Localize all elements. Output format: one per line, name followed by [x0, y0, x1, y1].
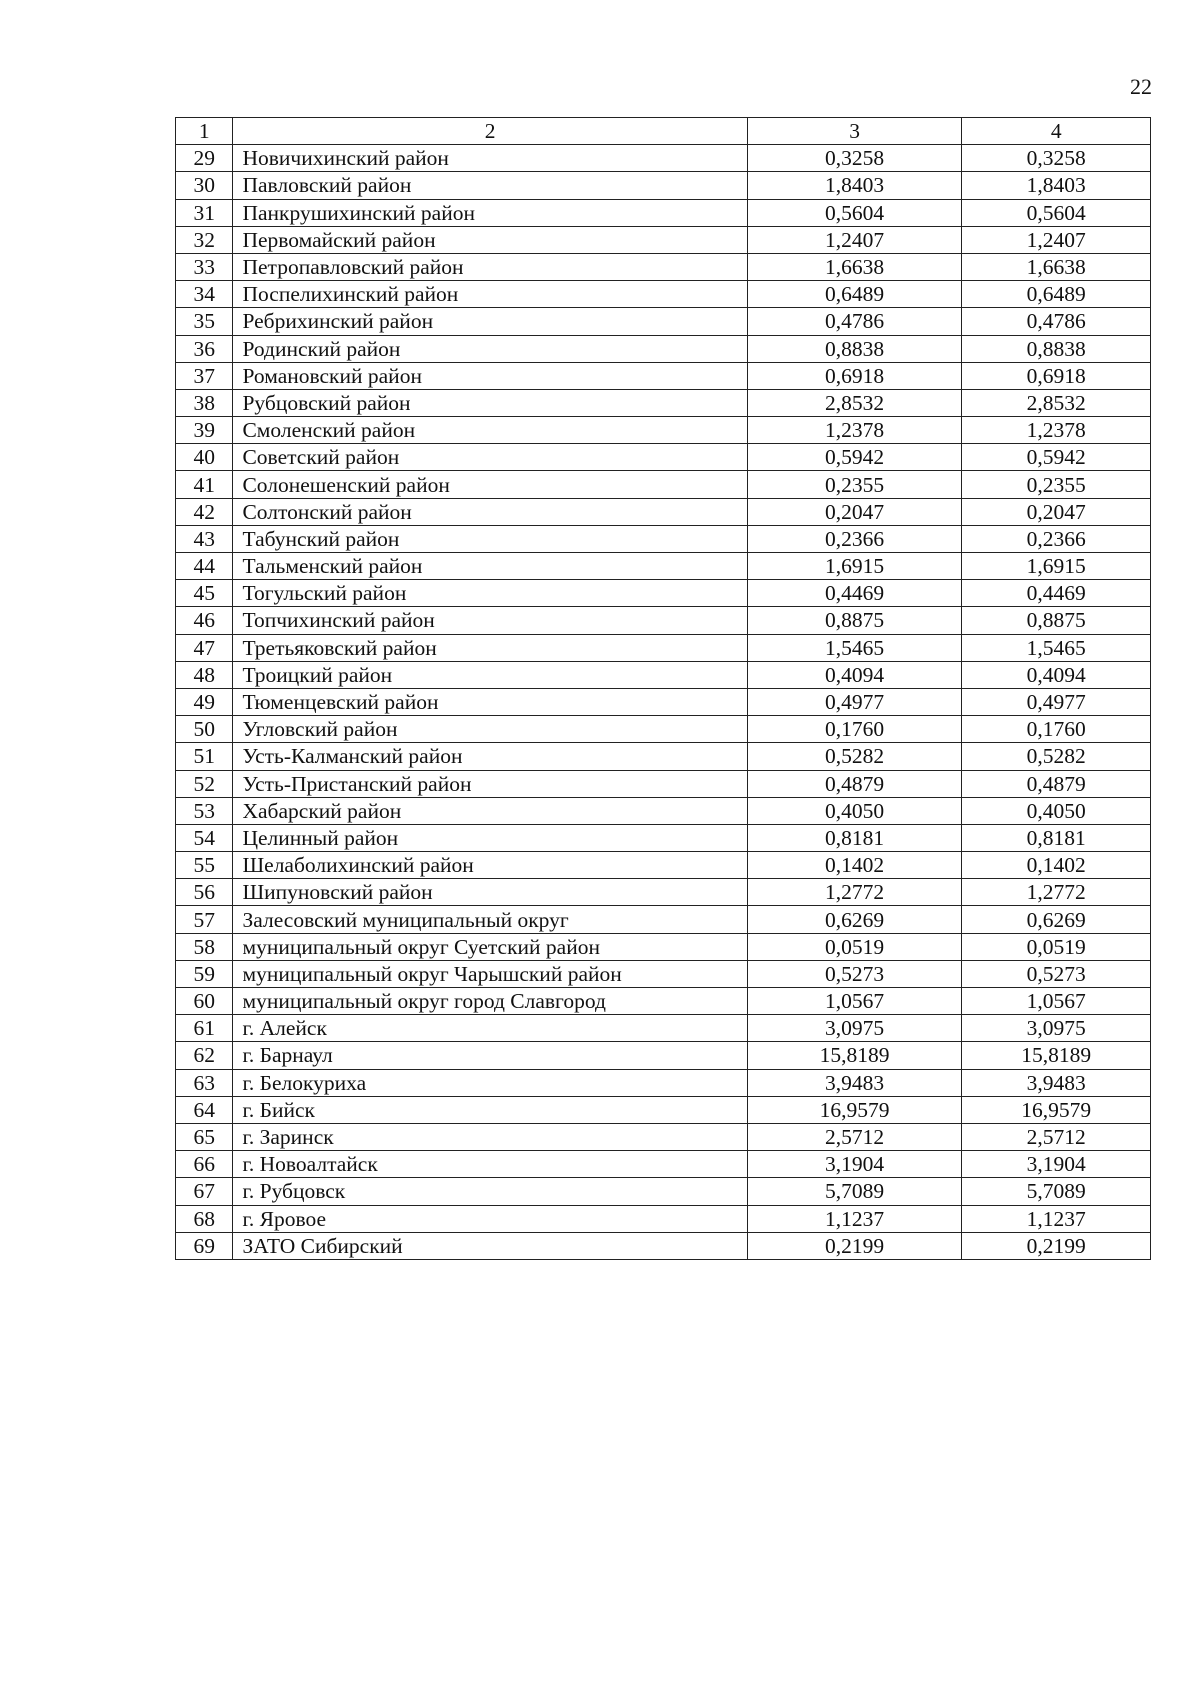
header-row	[176, 118, 1151, 145]
row-number: 68	[176, 1205, 233, 1232]
value-col-4: 1,6915	[962, 553, 1151, 580]
district-name: Солонешенский район	[233, 471, 747, 498]
value-col-3: 0,6918	[747, 362, 962, 389]
table-row	[176, 1232, 1151, 1259]
district-name: Залесовский муниципальный округ	[233, 906, 747, 933]
table-row	[176, 553, 1151, 580]
district-name: Новичихинский район	[233, 145, 747, 172]
value-col-4: 0,4879	[962, 770, 1151, 797]
district-name: Тальменский район	[233, 553, 747, 580]
value-col-4: 0,2366	[962, 525, 1151, 552]
table-row	[176, 417, 1151, 444]
district-name: Смоленский район	[233, 417, 747, 444]
value-col-4: 0,5273	[962, 960, 1151, 987]
value-col-4: 0,4977	[962, 688, 1151, 715]
header-cell-4: 4	[962, 118, 1151, 145]
value-col-4: 0,5942	[962, 444, 1151, 471]
table-row	[176, 960, 1151, 987]
district-name: г. Белокуриха	[233, 1069, 747, 1096]
district-name: Шелаболихинский район	[233, 852, 747, 879]
row-number: 61	[176, 1015, 233, 1042]
row-number: 30	[176, 172, 233, 199]
row-number: 69	[176, 1232, 233, 1259]
district-name: Петропавловский район	[233, 253, 747, 280]
table-row	[176, 308, 1151, 335]
row-number: 37	[176, 362, 233, 389]
row-number: 29	[176, 145, 233, 172]
value-col-3: 1,2772	[747, 879, 962, 906]
row-number: 59	[176, 960, 233, 987]
table-row	[176, 498, 1151, 525]
value-col-4: 1,6638	[962, 253, 1151, 280]
row-number: 62	[176, 1042, 233, 1069]
row-number: 39	[176, 417, 233, 444]
table-row	[176, 335, 1151, 362]
table-row	[176, 281, 1151, 308]
district-name: Панкрушихинский район	[233, 199, 747, 226]
row-number: 38	[176, 389, 233, 416]
value-col-4: 0,4786	[962, 308, 1151, 335]
table-row	[176, 1015, 1151, 1042]
row-number: 42	[176, 498, 233, 525]
row-number: 36	[176, 335, 233, 362]
table-row	[176, 797, 1151, 824]
row-number: 34	[176, 281, 233, 308]
value-col-3: 0,5273	[747, 960, 962, 987]
value-col-4: 0,6269	[962, 906, 1151, 933]
value-col-3: 0,5282	[747, 743, 962, 770]
value-col-4: 1,0567	[962, 988, 1151, 1015]
value-col-3: 0,4879	[747, 770, 962, 797]
value-col-3: 0,1402	[747, 852, 962, 879]
district-name: г. Рубцовск	[233, 1178, 747, 1205]
district-name: г. Барнаул	[233, 1042, 747, 1069]
district-name: Советский район	[233, 444, 747, 471]
district-name: Романовский район	[233, 362, 747, 389]
value-col-4: 5,7089	[962, 1178, 1151, 1205]
value-col-4: 0,2355	[962, 471, 1151, 498]
table-row	[176, 471, 1151, 498]
row-number: 55	[176, 852, 233, 879]
value-col-3: 1,6638	[747, 253, 962, 280]
value-col-3: 0,2199	[747, 1232, 962, 1259]
value-col-4: 0,0519	[962, 933, 1151, 960]
table-row	[176, 852, 1151, 879]
district-name: ЗАТО Сибирский	[233, 1232, 747, 1259]
data-table	[175, 117, 1151, 1260]
value-col-3: 2,5712	[747, 1123, 962, 1150]
table-row	[176, 988, 1151, 1015]
value-col-3: 0,5604	[747, 199, 962, 226]
district-name: муниципальный округ город Славгород	[233, 988, 747, 1015]
table-row	[176, 1096, 1151, 1123]
table-row	[176, 1042, 1151, 1069]
value-col-3: 1,6915	[747, 553, 962, 580]
value-col-4: 3,9483	[962, 1069, 1151, 1096]
district-name: г. Бийск	[233, 1096, 747, 1123]
value-col-4: 0,5604	[962, 199, 1151, 226]
table-row	[176, 688, 1151, 715]
value-col-4: 0,3258	[962, 145, 1151, 172]
district-name: г. Новоалтайск	[233, 1151, 747, 1178]
district-name: г. Алейск	[233, 1015, 747, 1042]
table-row	[176, 1069, 1151, 1096]
table-row	[176, 743, 1151, 770]
row-number: 64	[176, 1096, 233, 1123]
value-col-4: 0,8875	[962, 607, 1151, 634]
district-name: г. Заринск	[233, 1123, 747, 1150]
table-row	[176, 1123, 1151, 1150]
value-col-4: 0,2199	[962, 1232, 1151, 1259]
value-col-3: 1,2378	[747, 417, 962, 444]
value-col-4: 0,1760	[962, 716, 1151, 743]
row-number: 53	[176, 797, 233, 824]
table-row	[176, 1178, 1151, 1205]
row-number: 48	[176, 661, 233, 688]
value-col-3: 16,9579	[747, 1096, 962, 1123]
row-number: 65	[176, 1123, 233, 1150]
value-col-4: 0,4094	[962, 661, 1151, 688]
value-col-3: 0,6489	[747, 281, 962, 308]
value-col-3: 0,2047	[747, 498, 962, 525]
row-number: 43	[176, 525, 233, 552]
value-col-4: 0,6489	[962, 281, 1151, 308]
district-name: Хабарский район	[233, 797, 747, 824]
table-row	[176, 172, 1151, 199]
district-name: Родинский район	[233, 335, 747, 362]
row-number: 33	[176, 253, 233, 280]
value-col-3: 1,8403	[747, 172, 962, 199]
value-col-4: 0,8181	[962, 824, 1151, 851]
value-col-3: 0,4094	[747, 661, 962, 688]
value-col-4: 0,4050	[962, 797, 1151, 824]
value-col-4: 1,2772	[962, 879, 1151, 906]
row-number: 35	[176, 308, 233, 335]
row-number: 51	[176, 743, 233, 770]
value-col-3: 15,8189	[747, 1042, 962, 1069]
value-col-3: 3,9483	[747, 1069, 962, 1096]
row-number: 31	[176, 199, 233, 226]
district-name: Топчихинский район	[233, 607, 747, 634]
header-cell-1: 1	[176, 118, 233, 145]
value-col-4: 0,5282	[962, 743, 1151, 770]
value-col-4: 3,1904	[962, 1151, 1151, 1178]
district-name: Ребрихинский район	[233, 308, 747, 335]
value-col-3: 5,7089	[747, 1178, 962, 1205]
table-row	[176, 634, 1151, 661]
value-col-3: 1,2407	[747, 226, 962, 253]
row-number: 66	[176, 1151, 233, 1178]
district-name: Павловский район	[233, 172, 747, 199]
table-row	[176, 770, 1151, 797]
value-col-4: 0,1402	[962, 852, 1151, 879]
value-col-4: 16,9579	[962, 1096, 1151, 1123]
district-name: Солтонский район	[233, 498, 747, 525]
row-number: 54	[176, 824, 233, 851]
district-name: Шипуновский район	[233, 879, 747, 906]
header-cell-3: 3	[747, 118, 962, 145]
district-name: муниципальный округ Чарышский район	[233, 960, 747, 987]
district-name: Усть-Калманский район	[233, 743, 747, 770]
table-row	[176, 525, 1151, 552]
value-col-4: 0,2047	[962, 498, 1151, 525]
value-col-4: 3,0975	[962, 1015, 1151, 1042]
value-col-4: 1,5465	[962, 634, 1151, 661]
value-col-3: 0,4050	[747, 797, 962, 824]
row-number: 57	[176, 906, 233, 933]
district-name: муниципальный округ Суетский район	[233, 933, 747, 960]
row-number: 60	[176, 988, 233, 1015]
district-name: Третьяковский район	[233, 634, 747, 661]
value-col-3: 0,8181	[747, 824, 962, 851]
value-col-3: 0,1760	[747, 716, 962, 743]
value-col-3: 2,8532	[747, 389, 962, 416]
table-row	[176, 444, 1151, 471]
district-name: Целинный район	[233, 824, 747, 851]
row-number: 49	[176, 688, 233, 715]
table-row	[176, 933, 1151, 960]
value-col-3: 1,1237	[747, 1205, 962, 1232]
row-number: 58	[176, 933, 233, 960]
table-row	[176, 1151, 1151, 1178]
row-number: 52	[176, 770, 233, 797]
row-number: 63	[176, 1069, 233, 1096]
table-body	[176, 118, 1151, 1260]
value-col-4: 1,2407	[962, 226, 1151, 253]
value-col-4: 1,1237	[962, 1205, 1151, 1232]
value-col-4: 2,8532	[962, 389, 1151, 416]
row-number: 46	[176, 607, 233, 634]
value-col-3: 3,1904	[747, 1151, 962, 1178]
value-col-3: 1,0567	[747, 988, 962, 1015]
value-col-3: 0,8875	[747, 607, 962, 634]
value-col-3: 0,6269	[747, 906, 962, 933]
table-row	[176, 879, 1151, 906]
table-row	[176, 607, 1151, 634]
district-name: Рубцовский район	[233, 389, 747, 416]
table-row	[176, 253, 1151, 280]
value-col-3: 0,5942	[747, 444, 962, 471]
value-col-4: 1,8403	[962, 172, 1151, 199]
district-name: Троицкий район	[233, 661, 747, 688]
row-number: 32	[176, 226, 233, 253]
table-row	[176, 906, 1151, 933]
row-number: 40	[176, 444, 233, 471]
value-col-3: 0,2366	[747, 525, 962, 552]
value-col-3: 0,4786	[747, 308, 962, 335]
value-col-3: 0,2355	[747, 471, 962, 498]
row-number: 45	[176, 580, 233, 607]
value-col-4: 1,2378	[962, 417, 1151, 444]
row-number: 47	[176, 634, 233, 661]
district-name: Угловский район	[233, 716, 747, 743]
page-number: 22	[1130, 74, 1152, 99]
value-col-4: 0,6918	[962, 362, 1151, 389]
value-col-3: 0,3258	[747, 145, 962, 172]
row-number: 41	[176, 471, 233, 498]
value-col-4: 15,8189	[962, 1042, 1151, 1069]
district-name: Поспелихинский район	[233, 281, 747, 308]
value-col-4: 0,8838	[962, 335, 1151, 362]
table-row	[176, 661, 1151, 688]
table-row	[176, 145, 1151, 172]
table-row	[176, 389, 1151, 416]
district-name: г. Яровое	[233, 1205, 747, 1232]
table-row	[176, 362, 1151, 389]
table-row	[176, 824, 1151, 851]
value-col-4: 0,4469	[962, 580, 1151, 607]
table-row	[176, 226, 1151, 253]
district-name: Первомайский район	[233, 226, 747, 253]
district-name: Тюменцевский район	[233, 688, 747, 715]
district-name: Табунский район	[233, 525, 747, 552]
table-row	[176, 580, 1151, 607]
row-number: 67	[176, 1178, 233, 1205]
value-col-3: 0,0519	[747, 933, 962, 960]
table-row	[176, 199, 1151, 226]
table-row	[176, 716, 1151, 743]
row-number: 50	[176, 716, 233, 743]
row-number: 56	[176, 879, 233, 906]
district-name: Тогульский район	[233, 580, 747, 607]
value-col-3: 3,0975	[747, 1015, 962, 1042]
value-col-3: 0,4977	[747, 688, 962, 715]
value-col-4: 2,5712	[962, 1123, 1151, 1150]
value-col-3: 1,5465	[747, 634, 962, 661]
row-number: 44	[176, 553, 233, 580]
district-name: Усть-Пристанский район	[233, 770, 747, 797]
header-cell-2: 2	[233, 118, 747, 145]
value-col-3: 0,4469	[747, 580, 962, 607]
value-col-3: 0,8838	[747, 335, 962, 362]
table-row	[176, 1205, 1151, 1232]
